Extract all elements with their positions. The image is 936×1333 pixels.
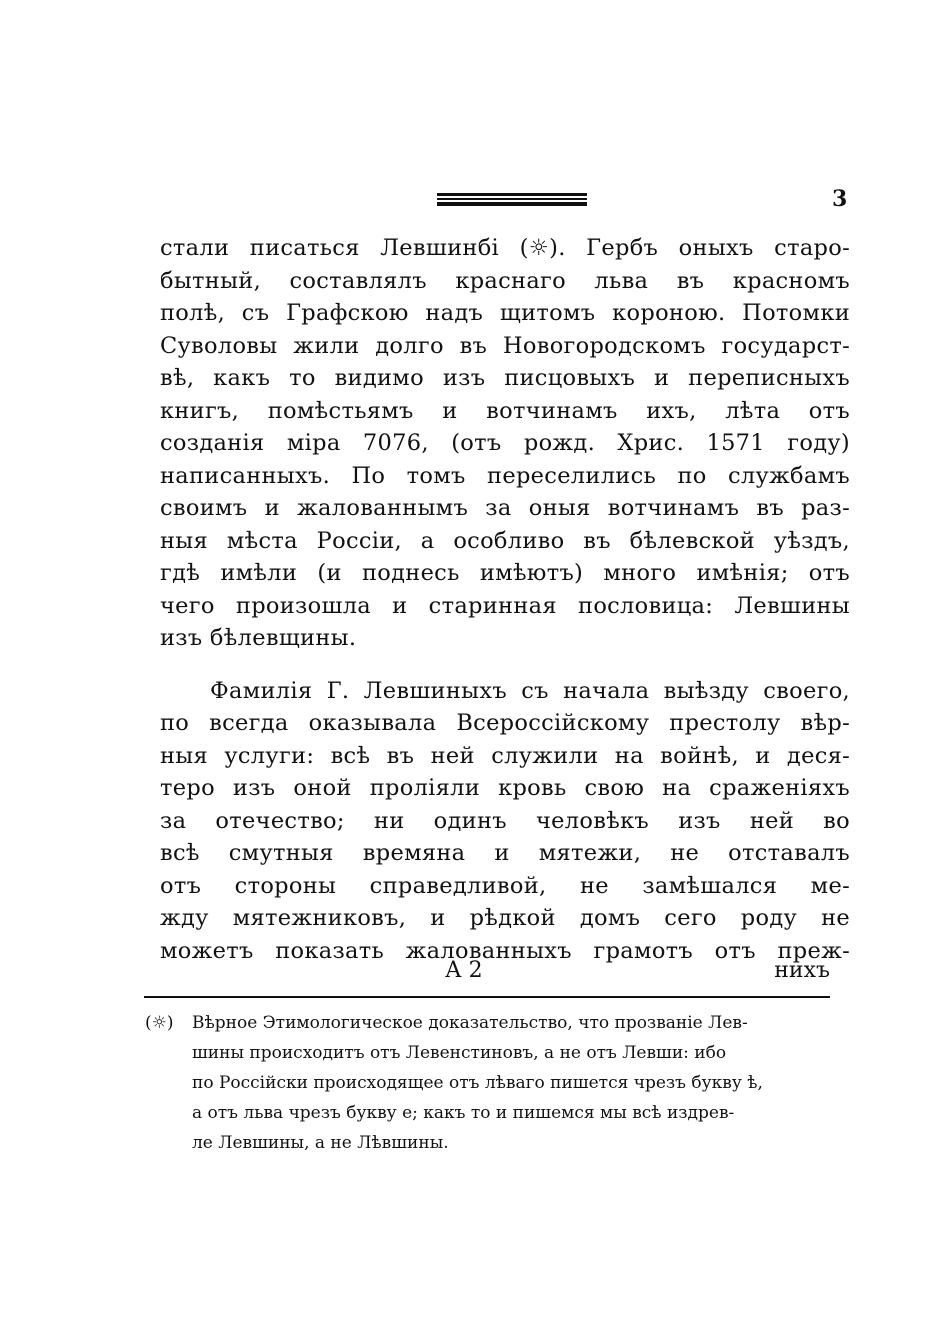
signature-mark: А 2 <box>445 958 483 983</box>
page-number: 3 <box>832 186 848 212</box>
text-line: по всегда оказывала Всероссійскому престолу вѣр- <box>160 710 850 736</box>
text-line: стали писаться Левшинбі (☼). Гербъ оныхъ старо- <box>160 235 850 261</box>
text-line: бытный, составлялъ краснаго льва въ красномъ <box>160 267 850 294</box>
footnote-line <box>145 1068 825 1098</box>
footnote-text: по Россiйски происходящее отъ лѣваго пишется чрезъ букву ѣ, <box>192 1073 763 1093</box>
catchword: нихъ <box>774 958 830 983</box>
text-line: книгъ, помѣстьямъ и вотчинамъ ихъ, лѣта отъ <box>160 397 850 424</box>
text-line: ныя мѣста Россіи, а особливо въ бѣлевской уѣздъ, <box>160 527 850 554</box>
footnote-text: а отъ льва чрезъ букву е; какъ то и пишемся мы всѣ издрев- <box>192 1103 735 1123</box>
main-text <box>160 232 850 967</box>
text-line: вѣ, какъ то видимо изъ писцовыхъ и переписныхъ <box>160 365 850 391</box>
text-line: можетъ показать жалованныхъ грамотъ отъ преж- <box>160 937 850 964</box>
page-foot <box>160 958 830 988</box>
text-line: всѣ смутныя времяна и мятежи, не отставалъ <box>160 840 850 866</box>
footnote-line <box>145 1038 825 1068</box>
footnote-divider <box>144 996 830 998</box>
text-line: теро изъ оной пролiяли кровь свою на сраженiяхъ <box>160 775 850 801</box>
footnote-text: Вѣрное Этимологическое доказательство, что прозванiе Лев- <box>192 1013 748 1033</box>
header-ornament-rule <box>437 193 587 206</box>
text-line: жду мятежниковъ, и рѣдкой домъ сего роду не <box>160 905 850 931</box>
text-line: ныя услуги: всѣ въ ней служили на войнѣ, и деся- <box>160 742 850 769</box>
paragraph-2 <box>160 675 850 968</box>
paragraph-1 <box>160 232 850 655</box>
text-line: изъ бѣлевщины. <box>160 625 357 651</box>
footnote-text: ле Левшины, а не Лѣвшины. <box>192 1133 449 1153</box>
footnote-marker: (☼) <box>145 1013 174 1033</box>
footnote-line <box>145 1008 825 1038</box>
text-line: отъ стороны справедливой, не замѣшался ме- <box>160 872 850 899</box>
text-line: чего произошла и старинная пословица: Левшины <box>160 592 850 619</box>
text-line: гдѣ имѣли (и поднесь имѣютъ) много имѣнія; отъ <box>160 560 850 586</box>
footnote-line <box>145 1128 825 1158</box>
text-line: за отечество; ни одинъ человѣкъ изъ ней во <box>160 807 850 834</box>
footnote-text: шины происходитъ отъ Левенстиновъ, а не отъ Левши: ибо <box>192 1043 727 1063</box>
text-line: полѣ, съ Графскою надъ щитомъ короною. Потомки <box>160 300 850 326</box>
text-line: Суволовы жили долго въ Новогородскомъ государст- <box>160 332 850 359</box>
footnote-line <box>145 1098 825 1128</box>
footnote <box>145 1008 825 1158</box>
text-line: своимъ и жалованнымъ за оныя вотчинамъ въ раз- <box>160 495 850 521</box>
text-line: созданія міра 7076, (отъ рожд. Хрис. 1571 году) <box>160 430 850 456</box>
text-line: Фамилія Г. Левшиныхъ съ начала выѣзду своего, <box>210 677 850 704</box>
text-line: написанныхъ. По томъ переселились по службамъ <box>160 462 850 489</box>
